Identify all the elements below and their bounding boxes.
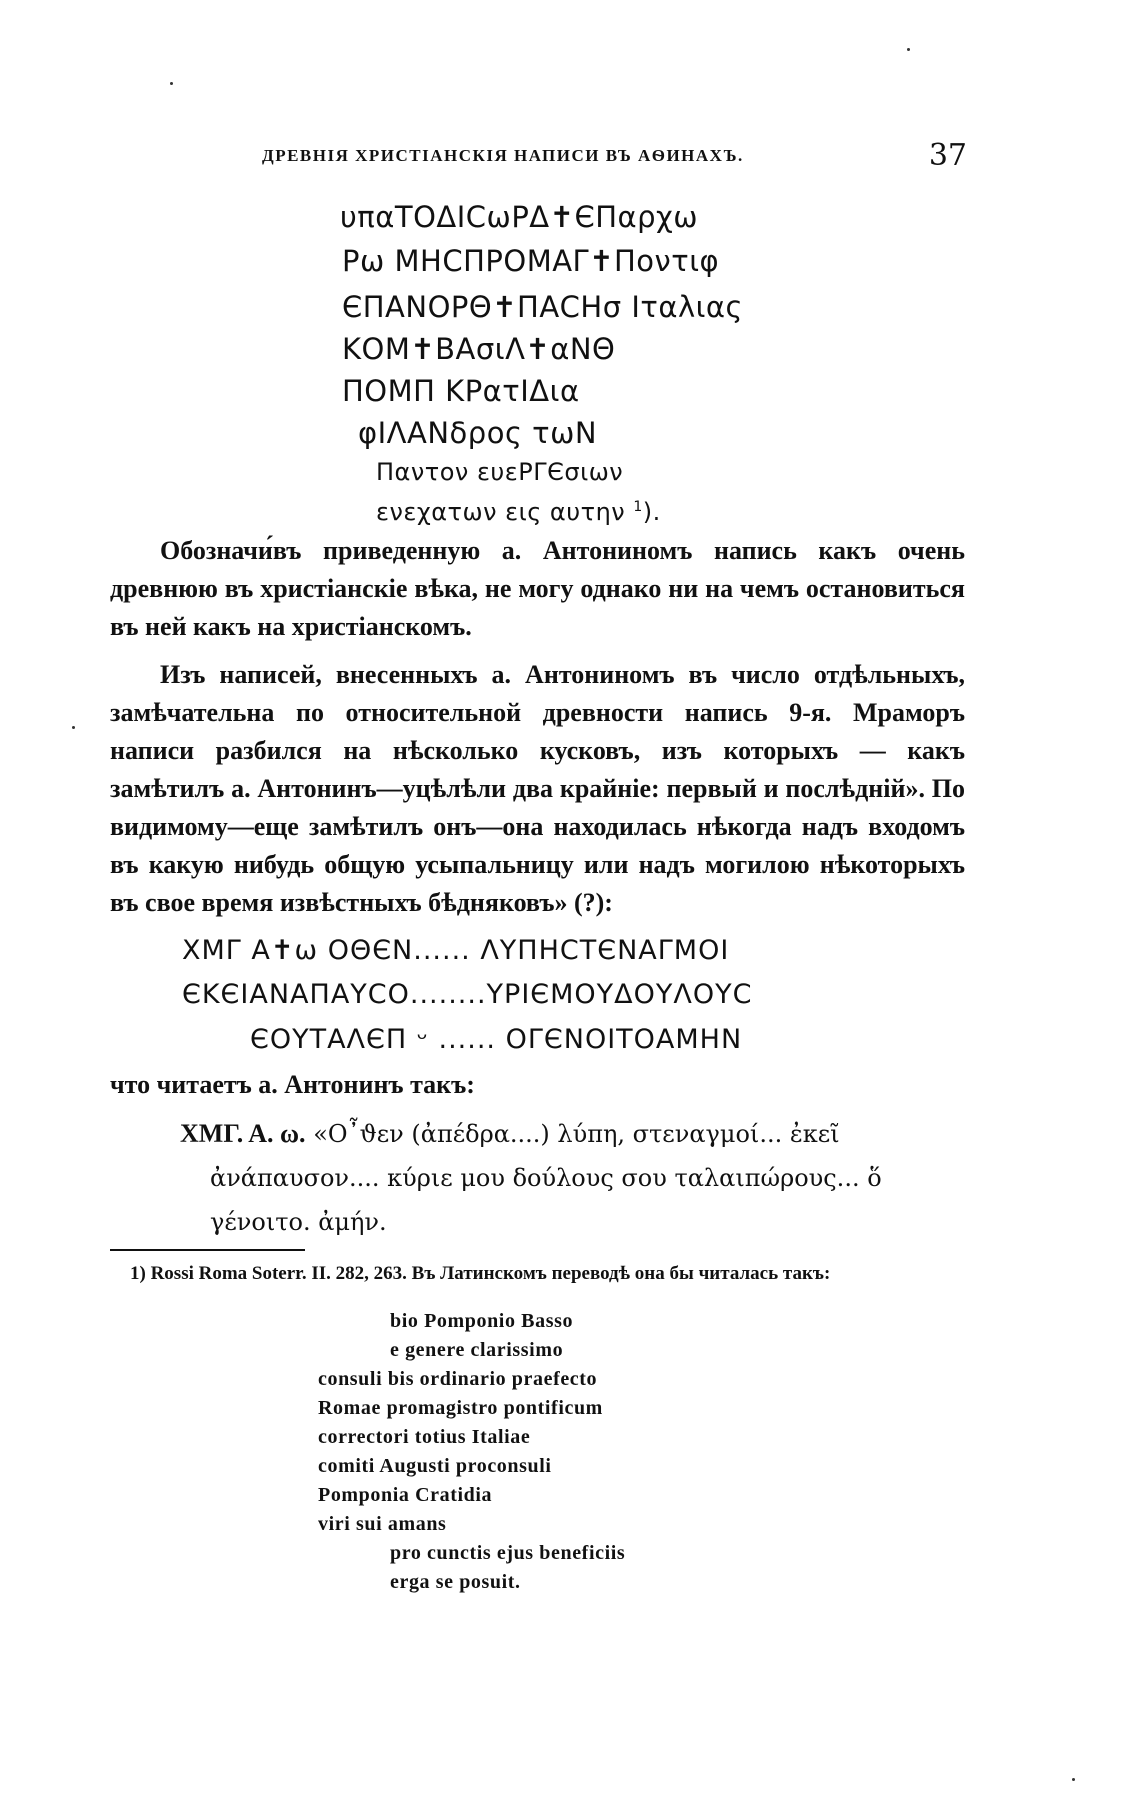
translation-line: γένοιτο. ἀμήν.: [210, 1208, 387, 1236]
translation-line: [180, 1112, 965, 1156]
footnote-text: Rossi Roma Soterr. II. 282, 263. Въ Латинскомъ переводѣ она бы читалась такъ:: [150, 1263, 831, 1284]
translation-lead: ΧΜΓ. Α. ω.: [180, 1119, 306, 1148]
footnote-divider: [110, 1249, 305, 1251]
inscription-line: Παντον ευεΡΓЄσιων: [376, 458, 624, 486]
translation-text: «Ο῏ϑεν (ἀπέδρα....) λύπη, στεναγμοί... ἐκεῖ: [313, 1120, 840, 1148]
paragraph: Обозначи́въ приведенную а. Антониномъ напись какъ очень древнюю въ христіанскіе вѣка, не могу однако ни на чемъ остановиться въ ней какъ на христіанскомъ.: [110, 536, 965, 641]
footnote-ref-close: ).: [642, 498, 661, 526]
page-number: 37: [928, 138, 967, 173]
latin-line: Romae promagistro pontificum: [318, 1397, 603, 1419]
inscription-line: ΧΜΓ Α✝ω ΟΘЄΝ...... ΛΥΠΗCΤЄΝΑΓΜΟΙ: [182, 935, 730, 966]
greek-translation: [180, 1112, 965, 1244]
reads-line: что читаетъ а. Антонинъ такъ:: [110, 1070, 475, 1099]
inscription-line-last: [376, 498, 661, 526]
inscription-line: ЄΚЄΙΑΝΑΠΑΥCΟ........ΥΡΙЄΜΟΥΔΟΥΛΟΥC: [182, 979, 753, 1010]
running-title: ДРЕВНІЯ ХРИСТІАНСКІЯ НАПИСИ ВЪ АѲИНАХЪ.: [262, 146, 744, 165]
scan-speck: [907, 48, 910, 51]
inscription-line: ЄΠΑΝΟΡΘ✝ΠΑCΗσ Ιταλιας: [342, 290, 744, 324]
footnote-marker: 1): [130, 1263, 146, 1284]
latin-line: consuli bis ordinario praefecto: [318, 1368, 598, 1390]
latin-line: viri sui amans: [318, 1513, 447, 1535]
latin-line: Pomponia Cratidia: [318, 1484, 493, 1506]
latin-line: erga se posuit.: [390, 1571, 521, 1593]
page-header: [262, 138, 967, 178]
inscription-line: υπαΤΟΔΙCωΡΔ✝ЄΠαρχω: [340, 200, 699, 234]
translation-line: ἀνάπαυσον.... κύριε μου δούλους σου ταλαιπώρους... ὅ: [210, 1164, 882, 1192]
inscription-line: Ρω ΜΗCΠΡΟΜΑΓ✝Ποντιφ: [342, 244, 720, 278]
scan-speck: [72, 726, 75, 729]
footnote-ref: 1: [633, 499, 643, 515]
inscription-line: ΚΟΜ✝ΒΑσιΛ✝αΝΘ: [342, 332, 616, 366]
latin-line: pro cunctis ejus beneficiis: [390, 1542, 626, 1564]
scan-speck: [170, 82, 173, 85]
inscription-line: ЄΟΥΤΑΛЄΠ ᵕ ...... ΟΓЄΝΟΙΤΟΑΜΗΝ: [250, 1024, 743, 1055]
latin-line: e genere clarissimo: [390, 1339, 564, 1361]
footnote: [110, 1260, 965, 1288]
inscription-line: ΠΟΜΠ ΚΡατΙΔια: [342, 374, 580, 408]
inscription-line: φΙΛΑΝδρος τωΝ: [358, 416, 598, 450]
latin-line: bio Pomponio Basso: [390, 1310, 574, 1332]
paragraph: Изъ написей, внесенныхъ а. Антониномъ въ число отдѣльныхъ, замѣчательна по относительной древности напись 9-я. Мраморъ написи разбился на нѣсколько кусковъ, изъ которыхъ — какъ замѣтилъ а. Антонинъ—уцѣлѣли два крайніе: первый и послѣдній». По видимому—еще замѣтилъ онъ—она находилась нѣкогда надъ входомъ въ какую нибудь общую усыпальницу или надъ могилою нѣкоторыхъ въ свое время извѣстныхъ бѣдняковъ» (?):: [110, 660, 965, 917]
scan-speck: [1072, 1778, 1075, 1781]
latin-line: comiti Augusti proconsuli: [318, 1455, 552, 1477]
inscription-text: ενεχατων εις αυτην: [376, 498, 626, 526]
latin-line: correctori totius Italiae: [318, 1426, 531, 1448]
